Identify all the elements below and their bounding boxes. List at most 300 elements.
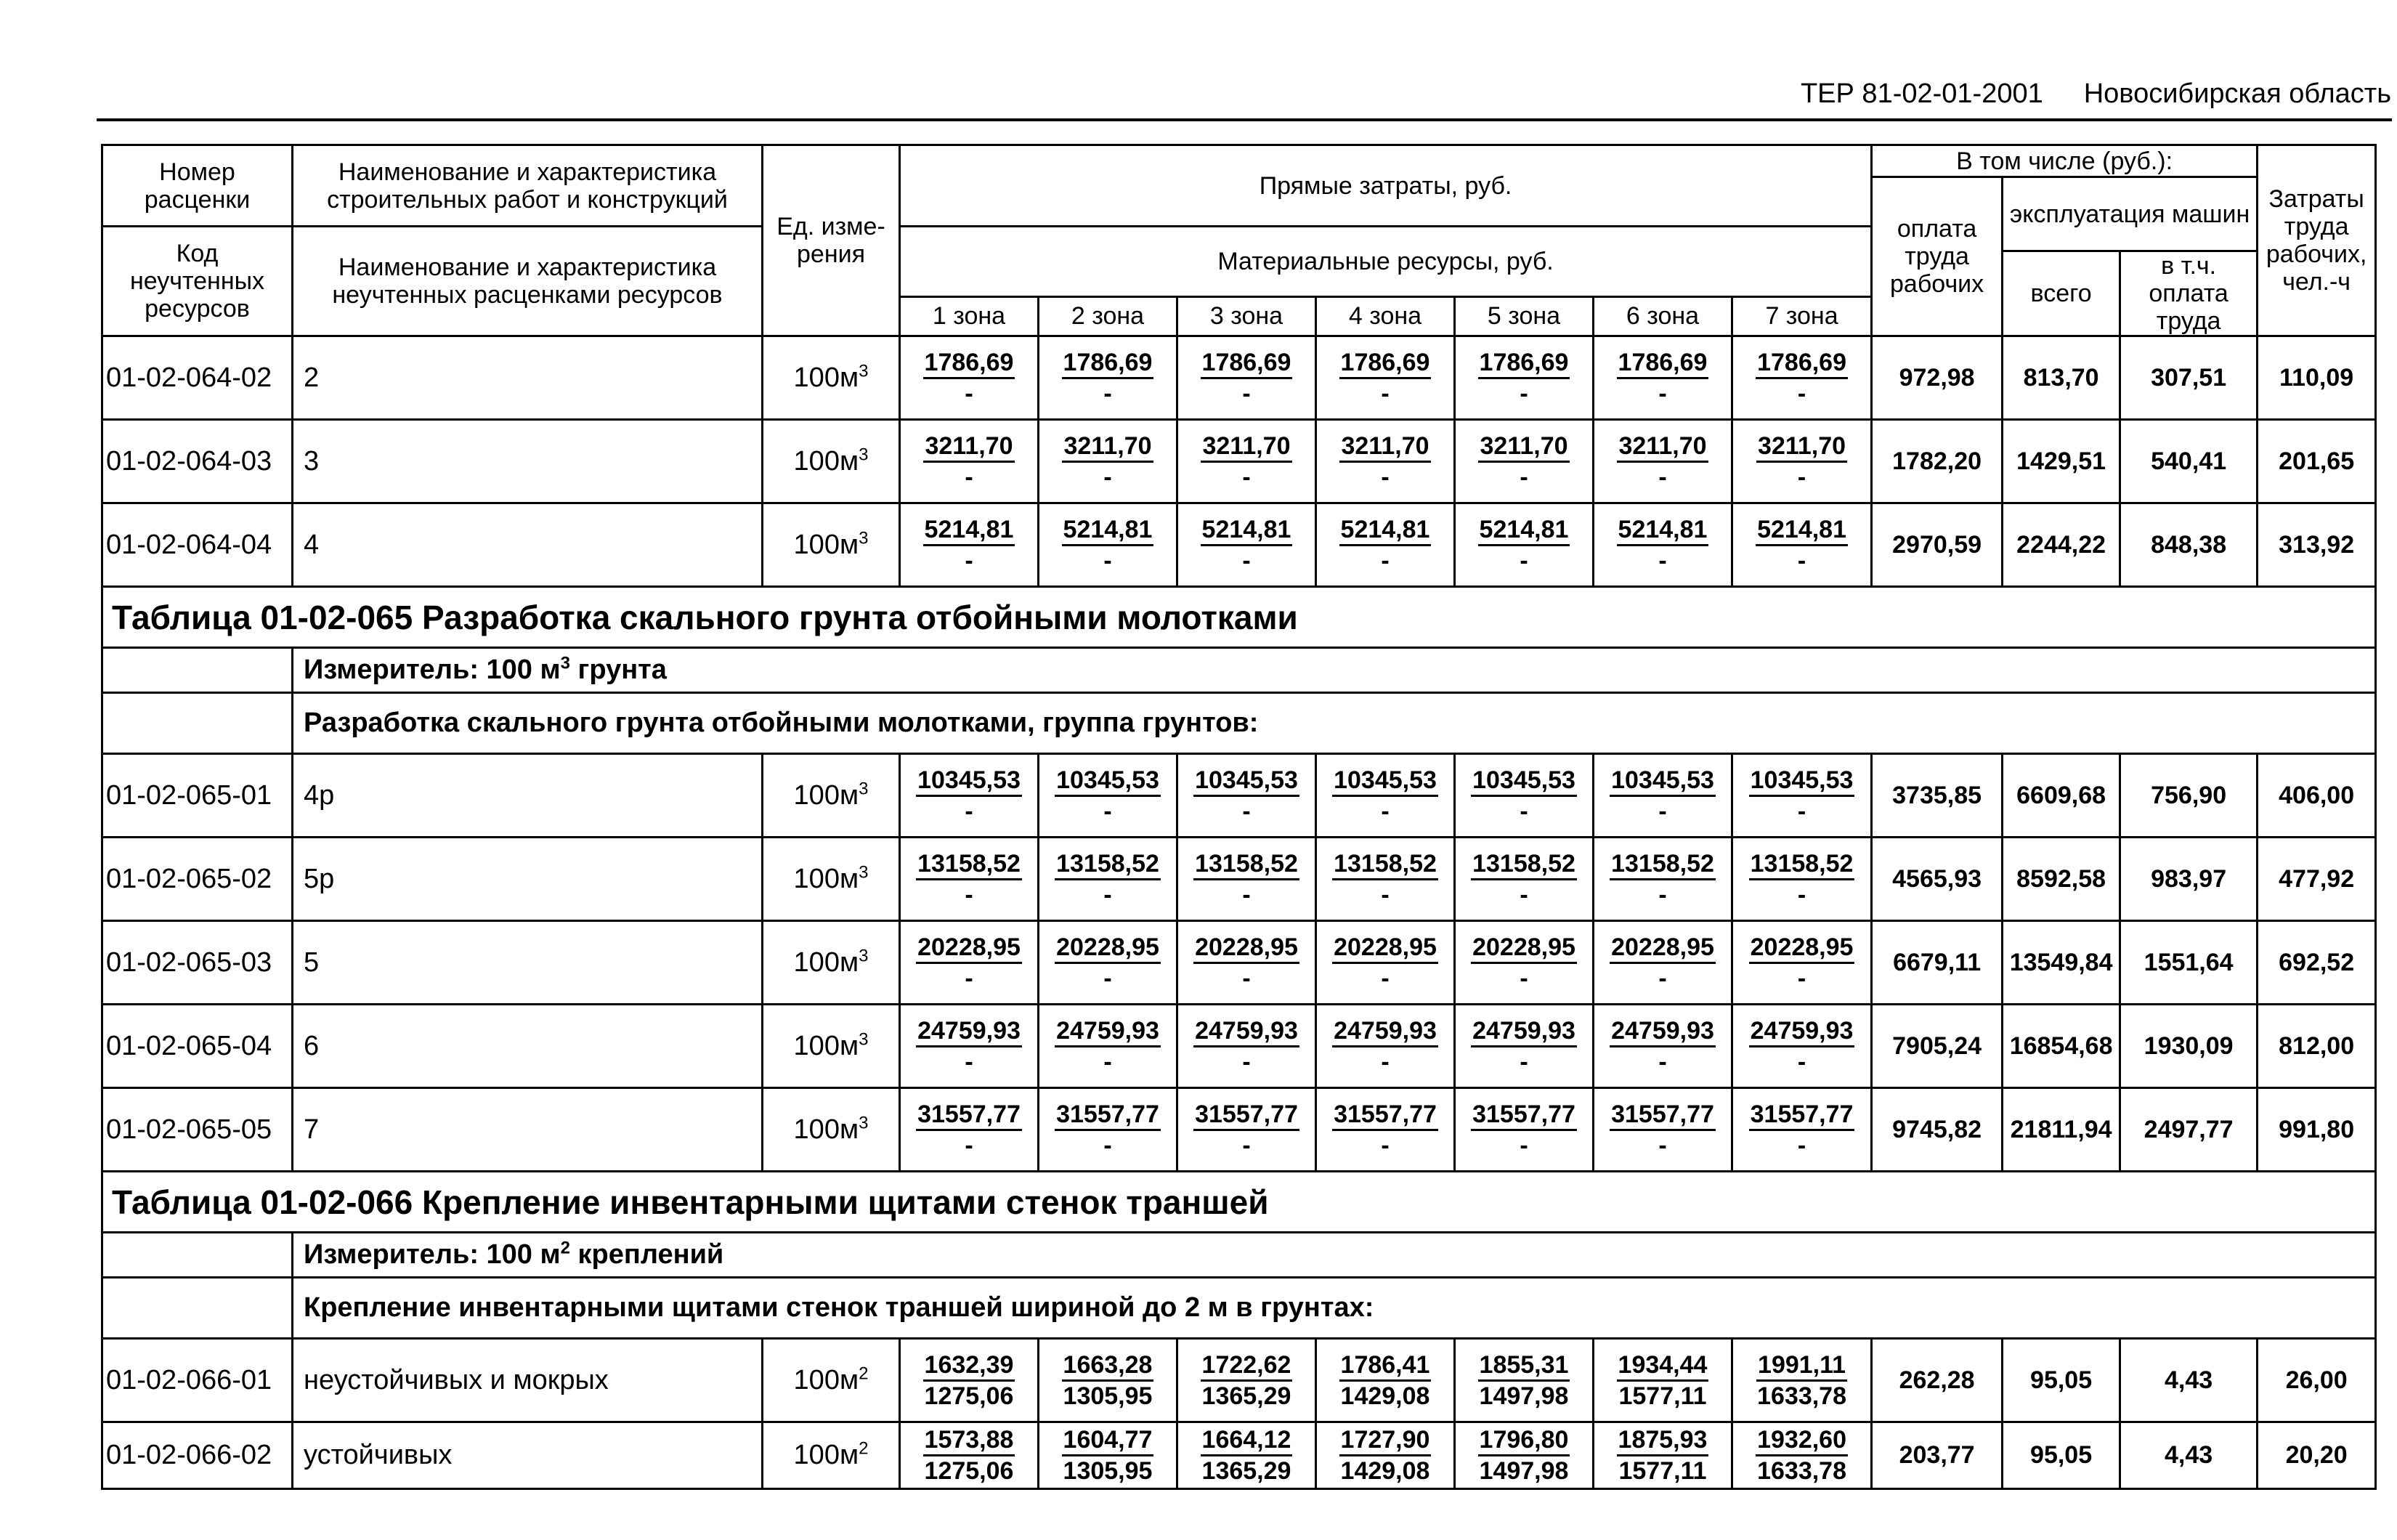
zone-price-material: - [1797,463,1806,491]
unit-value: 100м [793,529,859,560]
machines-total-value: 8592,58 [2003,838,2120,921]
zone-price [1455,921,1594,1005]
zone-price-total: 1932,60 [1756,1425,1848,1456]
table-row [102,1005,2376,1088]
zone-price-total: 1855,31 [1478,1350,1570,1382]
zone-price-total: 10345,53 [916,766,1022,797]
unit-cell [763,838,900,921]
zone-price-total: 10345,53 [1749,766,1855,797]
unit-value: 100м [793,362,859,393]
zone-price-material: 1305,95 [1063,1457,1153,1485]
zone-price-material: 1429,08 [1340,1457,1430,1485]
zone-price [1177,1422,1316,1489]
labor-hours-value: 812,00 [2258,1005,2376,1088]
zone-price [1732,1088,1872,1172]
zone-price-total: 1573,88 [923,1425,1015,1456]
zone-price-total: 20228,95 [916,933,1022,964]
unit-exponent: 3 [859,1112,869,1132]
zone-price-material: - [1242,797,1251,825]
zone-price-material: - [1103,546,1112,575]
zone-price-material: 1497,98 [1479,1457,1569,1485]
zone-price-material: - [1797,1047,1806,1076]
zone-price-material: - [1103,964,1112,992]
zone-price [900,1339,1039,1422]
machines-labor-value: 983,97 [2120,838,2258,921]
labor-pay-value: 4565,93 [1872,838,2003,921]
zone-price-material: - [1520,1131,1528,1159]
zone-price-total: 5214,81 [923,515,1015,546]
rate-name: 3 [293,420,763,503]
zone-price-total: 10345,53 [1332,766,1438,797]
zone-price-material: - [1658,463,1667,491]
zone-price-total: 31557,77 [1471,1100,1577,1131]
unit-cell [763,754,900,838]
zone-price-material: - [1658,546,1667,575]
empty-cell [102,648,293,693]
zone-price-total: 3211,70 [1756,431,1847,463]
zone-price [1039,336,1177,420]
zone-price-total: 24759,93 [1332,1016,1438,1047]
zone-price [1177,1005,1316,1088]
zone-price-total: 13158,52 [1193,849,1299,880]
zone-price-total: 1786,69 [1062,348,1154,379]
col-labor-pay: оплата труда рабочих [1872,177,2003,336]
zone-price-material: - [1242,880,1251,909]
zone-price [1316,1422,1455,1489]
zone-price-total: 31557,77 [1055,1100,1161,1131]
zone-price-material: - [1658,1131,1667,1159]
zone-price [1316,1339,1455,1422]
zone-price [900,503,1039,587]
rate-code: 01-02-064-04 [102,503,293,587]
labor-hours-value: 692,52 [2258,921,2376,1005]
zone-price-total: 10345,53 [1610,766,1716,797]
unit-value: 100м [793,445,859,477]
zone-price [1039,1339,1177,1422]
machines-labor-value: 540,41 [2120,420,2258,503]
zone-price-total: 24759,93 [1471,1016,1577,1047]
rate-code: 01-02-064-03 [102,420,293,503]
col-zone: 7 зона [1732,296,1872,336]
zone-price-material: 1497,98 [1479,1382,1569,1410]
labor-hours-value: 110,09 [2258,336,2376,420]
unit-exponent: 3 [859,778,869,798]
zone-price-material: - [1520,1047,1528,1076]
table-row [102,754,2376,838]
machines-labor-value: 4,43 [2120,1422,2258,1489]
zone-price [1732,503,1872,587]
rate-name: неустойчивых и мокрых [293,1339,763,1422]
zone-price-total: 1727,90 [1339,1425,1432,1456]
zone-price-material: - [965,1047,973,1076]
unit-cell [763,503,900,587]
zone-price-total: 10345,53 [1193,766,1299,797]
zone-price [900,420,1039,503]
zone-price-total: 1663,28 [1062,1350,1154,1382]
rate-name: 4 [293,503,763,587]
labor-hours-value: 477,92 [2258,838,2376,921]
zone-price [1039,503,1177,587]
zone-price [1177,754,1316,838]
col-material: Материальные ресурсы, руб. [900,227,1872,297]
labor-hours-value: 26,00 [2258,1339,2376,1422]
table-row [102,921,2376,1005]
measure-prefix: Измеритель: 100 м [304,1239,561,1270]
col-resource-name: Наименование и характеристика неучтенных расценками ресурсов [293,227,763,336]
zone-price-total: 31557,77 [1610,1100,1716,1131]
zone-price [1594,1005,1732,1088]
zone-price [1039,420,1177,503]
zone-price-total: 20228,95 [1193,933,1299,964]
zone-price-material: 1305,95 [1063,1382,1153,1410]
rate-name: устойчивых [293,1422,763,1489]
zone-price [1594,503,1732,587]
zone-price [1039,1088,1177,1172]
zone-price-total: 31557,77 [916,1100,1022,1131]
rate-code: 01-02-065-04 [102,1005,293,1088]
zone-price [1177,838,1316,921]
zone-price [900,838,1039,921]
zone-price-material: 1365,29 [1201,1382,1291,1410]
zone-price-material: - [1658,964,1667,992]
zone-price [1316,838,1455,921]
zone-price-material: - [1658,880,1667,909]
zone-price-total: 5214,81 [1062,515,1154,546]
zone-price [1594,838,1732,921]
zone-price-material: - [1797,880,1806,909]
zone-price [1177,1339,1316,1422]
zone-price [1455,754,1594,838]
col-work-name: Наименование и характеристика строительных работ и конструкций [293,145,763,227]
zone-price-total: 31557,77 [1193,1100,1299,1131]
zone-price [1594,420,1732,503]
zone-price [1732,1005,1872,1088]
col-machines: эксплуатация машин [2003,177,2258,251]
col-machines-total: всего [2003,251,2120,336]
zone-price [1039,1422,1177,1489]
unit-value: 100м [793,947,859,978]
unit-exponent: 3 [859,945,869,965]
machines-total-value: 21811,94 [2003,1088,2120,1172]
zone-price-material: - [1103,1047,1112,1076]
zone-price [1316,1005,1455,1088]
labor-pay-value: 6679,11 [1872,921,2003,1005]
zone-price-material: - [1381,964,1390,992]
group-heading: Крепление инвентарными щитами стенок траншей шириной до 2 м в грунтах: [293,1278,2376,1339]
zone-price [1594,1422,1732,1489]
zone-price-total: 3211,70 [923,431,1014,463]
zone-price-material: - [1797,1131,1806,1159]
unit-cell [763,1422,900,1489]
zone-price [1316,503,1455,587]
zone-price [1316,420,1455,503]
zone-price [1316,921,1455,1005]
unit-cell [763,1088,900,1172]
zone-price [1594,754,1732,838]
col-rate-number: Номер расценки [102,145,293,227]
group-heading: Разработка скального грунта отбойными молотками, группа грунтов: [293,693,2376,754]
zone-price-total: 1786,69 [1339,348,1432,379]
machines-labor-value: 307,51 [2120,336,2258,420]
unit-cell [763,336,900,420]
zone-price-material: - [965,463,973,491]
zone-price-total: 1604,77 [1062,1425,1154,1456]
zone-price-material: 1429,08 [1340,1382,1430,1410]
rate-name: 5 [293,921,763,1005]
empty-cell [102,1233,293,1278]
rate-code: 01-02-064-02 [102,336,293,420]
zone-price-total: 10345,53 [1471,766,1577,797]
rate-name: 7 [293,1088,763,1172]
zone-price-material: - [1797,964,1806,992]
unit-cell [763,420,900,503]
zone-price-total: 1664,12 [1201,1425,1293,1456]
zone-price-total: 5214,81 [1756,515,1848,546]
zone-price-material: 1633,78 [1757,1457,1846,1485]
zone-price-total: 24759,93 [1749,1016,1855,1047]
zone-price-total: 1786,69 [1478,348,1570,379]
zone-price-total: 24759,93 [916,1016,1022,1047]
col-unit: Ед. изме-рения [763,145,900,336]
zone-price-material: 1633,78 [1757,1382,1846,1410]
unit-exponent: 2 [859,1363,869,1383]
zone-price [1594,336,1732,420]
unit-exponent: 3 [859,527,869,548]
zone-price [1455,1339,1594,1422]
zone-price-total: 1722,62 [1201,1350,1293,1382]
unit-exponent: 3 [859,444,869,464]
rate-name: 6 [293,1005,763,1088]
zone-price-material: - [1103,880,1112,909]
zone-price-total: 3211,70 [1062,431,1153,463]
zone-price-material: 1577,11 [1618,1457,1707,1485]
machines-labor-value: 1551,64 [2120,921,2258,1005]
zone-price-material: - [1242,964,1251,992]
zone-price [900,1422,1039,1489]
machines-labor-value: 1930,09 [2120,1005,2258,1088]
table-row [102,503,2376,587]
zone-price [1316,336,1455,420]
zone-price [900,1088,1039,1172]
measure-suffix: креплений [569,1239,724,1270]
zone-price-material: - [1242,379,1251,408]
zone-price-material: - [1658,1047,1667,1076]
zone-price-material: - [965,546,973,575]
unit-exponent: 3 [859,360,869,381]
machines-labor-value: 4,43 [2120,1339,2258,1422]
unit-cell [763,1339,900,1422]
unit-value: 100м [793,779,859,811]
machines-total-value: 813,70 [2003,336,2120,420]
zone-price [1594,921,1732,1005]
zone-price-material: - [1520,546,1528,575]
unit-exponent: 3 [859,862,869,882]
measure-exponent: 2 [560,1238,570,1258]
zone-price-material: - [1242,1131,1251,1159]
table-row [102,1339,2376,1422]
zone-price-material: - [1797,546,1806,575]
zone-price-material: - [1242,1047,1251,1076]
zone-price-total: 20228,95 [1610,933,1716,964]
labor-pay-value: 9745,82 [1872,1088,2003,1172]
empty-cell [102,693,293,754]
rate-code: 01-02-066-01 [102,1339,293,1422]
zone-price-material: - [1658,379,1667,408]
zone-price-total: 5214,81 [1339,515,1432,546]
rate-code: 01-02-065-03 [102,921,293,1005]
zone-price-material: - [1103,797,1112,825]
labor-pay-value: 262,28 [1872,1339,2003,1422]
zone-price [1039,1005,1177,1088]
zone-price-total: 13158,52 [1471,849,1577,880]
zone-price-material: - [1381,379,1390,408]
zone-price-material: - [1381,1047,1390,1076]
zone-price [1177,336,1316,420]
table-row [102,838,2376,921]
unit-cell [763,921,900,1005]
zone-price-material: - [965,379,973,408]
zone-price-total: 20228,95 [1749,933,1855,964]
zone-price-material: - [1520,964,1528,992]
rate-code: 01-02-065-01 [102,754,293,838]
zone-price-material: - [1103,1131,1112,1159]
machines-total-value: 16854,68 [2003,1005,2120,1088]
measure-exponent: 3 [560,653,570,673]
zone-price [1316,1088,1455,1172]
rate-code: 01-02-066-02 [102,1422,293,1489]
zone-price-total: 5214,81 [1617,515,1709,546]
zone-price-material: - [965,1131,973,1159]
zone-price-total: 1875,93 [1617,1425,1709,1456]
unit-value: 100м [793,1440,859,1470]
zone-price-material: - [1520,379,1528,408]
zone-price [1594,1088,1732,1172]
page-header [1801,78,2391,110]
labor-hours-value: 20,20 [2258,1422,2376,1489]
zone-price-total: 1632,39 [923,1350,1015,1382]
machines-labor-value: 756,90 [2120,754,2258,838]
zone-price-total: 1786,69 [923,348,1015,379]
machines-labor-value: 848,38 [2120,503,2258,587]
zone-price-total: 13158,52 [1610,849,1716,880]
zone-price-material: - [1797,379,1806,408]
labor-hours-value: 201,65 [2258,420,2376,503]
zone-price-material: 1275,06 [924,1382,1014,1410]
zone-price-total: 1796,80 [1478,1425,1570,1456]
rate-name: 5р [293,838,763,921]
labor-pay-value: 1782,20 [1872,420,2003,503]
col-zone: 4 зона [1316,296,1455,336]
rate-name: 2 [293,336,763,420]
zone-price-material: - [1520,880,1528,909]
zone-price-total: 13158,52 [1055,849,1161,880]
zone-price [1732,1339,1872,1422]
col-zone: 6 зона [1594,296,1732,336]
zone-price [1455,503,1594,587]
zone-price [1732,420,1872,503]
zone-price-total: 24759,93 [1610,1016,1716,1047]
unit-cell [763,1005,900,1088]
unit-exponent: 2 [859,1438,869,1459]
table-row [102,1088,2376,1172]
zone-price [1039,754,1177,838]
rates-table [101,144,2377,1490]
zone-price [1732,336,1872,420]
zone-price [900,754,1039,838]
unit-exponent: 3 [859,1029,869,1049]
zone-price-material: - [965,880,973,909]
zone-price-material: - [965,797,973,825]
zone-price-total: 1786,69 [1756,348,1848,379]
zone-price [1455,1422,1594,1489]
zone-price-material: - [1520,463,1528,491]
labor-pay-value: 3735,85 [1872,754,2003,838]
zone-price-material: - [1797,797,1806,825]
measure-prefix: Измеритель: 100 м [304,654,561,685]
machines-total-value: 95,05 [2003,1422,2120,1489]
labor-pay-value: 7905,24 [1872,1005,2003,1088]
table-title: Таблица 01-02-065 Разработка скального грунта отбойными молотками [102,587,2376,648]
zone-price [1039,921,1177,1005]
zone-price-total: 13158,52 [1332,849,1438,880]
zone-price-total: 20228,95 [1055,933,1161,964]
col-zone: 5 зона [1455,296,1594,336]
zone-price [1177,921,1316,1005]
table-title: Таблица 01-02-066 Крепление инвентарными щитами стенок траншей [102,1172,2376,1233]
zone-price-total: 10345,53 [1055,766,1161,797]
zone-price [1316,754,1455,838]
zone-price [1177,503,1316,587]
unit-value: 100м [793,1364,859,1395]
zone-price-total: 31557,77 [1749,1100,1855,1131]
labor-hours-value: 406,00 [2258,754,2376,838]
zone-price-total: 1786,69 [1201,348,1293,379]
zone-price [1732,1422,1872,1489]
zone-price-total: 3211,70 [1339,431,1430,463]
unit-value: 100м [793,1114,859,1145]
zone-price-material: 1577,11 [1618,1382,1707,1410]
zone-price [1455,838,1594,921]
header-rule [97,118,2392,121]
zone-price-material: - [1242,546,1251,575]
zone-price-total: 3211,70 [1617,431,1708,463]
zone-price-total: 24759,93 [1055,1016,1161,1047]
zone-price-material: - [1381,1131,1390,1159]
zone-price [1039,838,1177,921]
labor-pay-value: 2970,59 [1872,503,2003,587]
zone-price-total: 13158,52 [916,849,1022,880]
document-code: ТЕР 81-02-01-2001 [1800,78,2043,109]
zone-price [1732,921,1872,1005]
zone-price [900,336,1039,420]
measure-unit [293,1233,2376,1278]
zone-price [1177,1088,1316,1172]
zone-price-material: - [1381,880,1390,909]
rate-code: 01-02-065-02 [102,838,293,921]
zone-price-material: 1275,06 [924,1457,1014,1485]
zone-price-material: - [1658,797,1667,825]
col-zone: 1 зона [900,296,1039,336]
zone-price-total: 1786,41 [1339,1350,1432,1382]
zone-price-total: 3211,70 [1478,431,1569,463]
zone-price-material: 1365,29 [1201,1457,1291,1485]
zone-price-total: 24759,93 [1193,1016,1299,1047]
unit-value: 100м [793,863,859,894]
unit-value: 100м [793,1030,859,1061]
zone-price-material: - [1103,379,1112,408]
col-zone: 2 зона [1039,296,1177,336]
table-row [102,1422,2376,1489]
